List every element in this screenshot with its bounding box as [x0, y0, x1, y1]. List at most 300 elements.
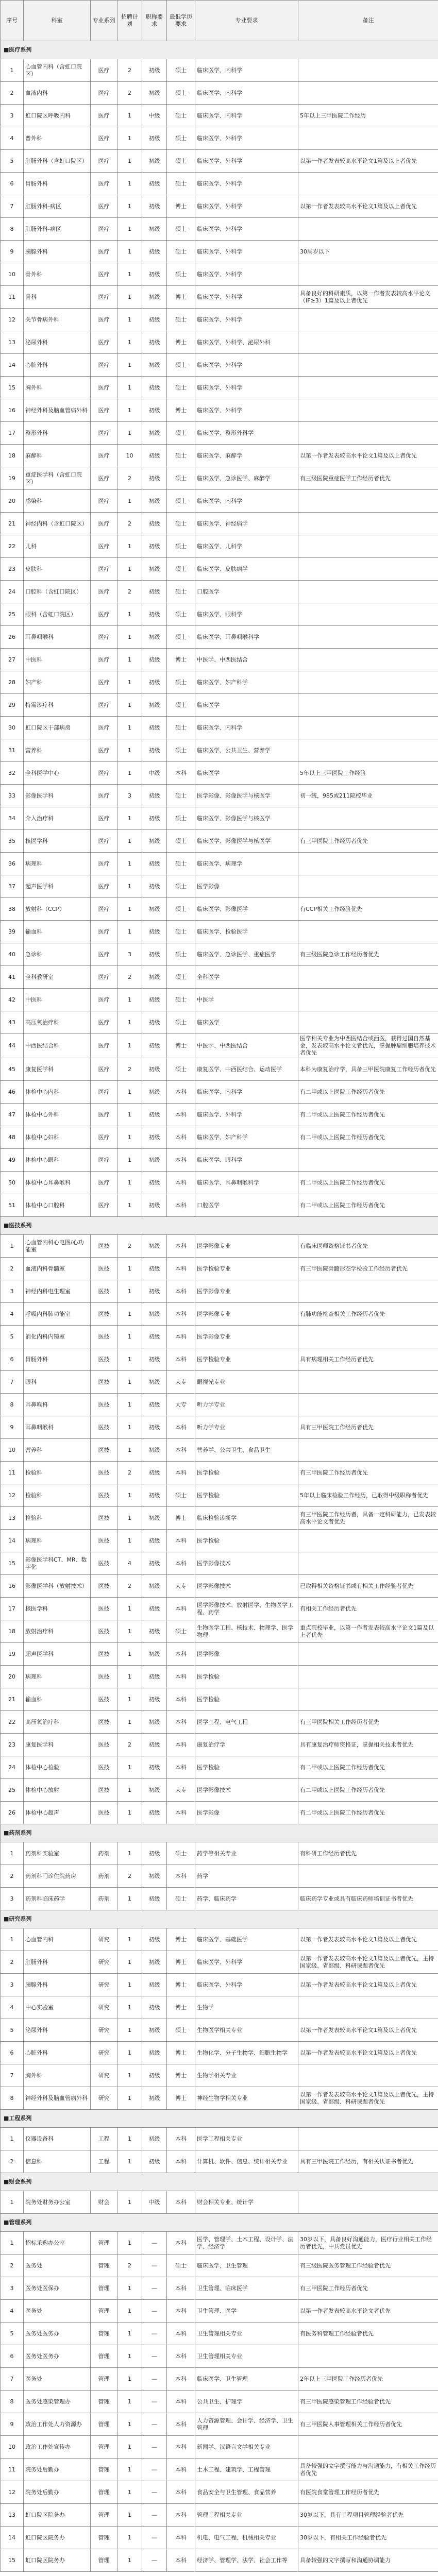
cell-edu: 本科 [167, 1530, 195, 1552]
cell-dept: 医务处 [24, 2368, 91, 2391]
cell-plan: 1 [117, 218, 142, 241]
cell-dept: 急诊科 [24, 943, 91, 966]
cell-edu: 本科 [167, 1280, 195, 1303]
cell-plan: 1 [117, 2087, 142, 2110]
cell-edu: 本科 [167, 1303, 195, 1326]
cell-edu: 硕士 [167, 717, 195, 739]
table-row [1, 286, 438, 309]
cell-series: 医疗 [91, 354, 117, 377]
cell-series: 医疗 [91, 1011, 117, 1034]
table-row [1, 1104, 438, 1126]
cell-edu: 本科 [167, 1643, 195, 1666]
cell-no: 51 [1, 1194, 24, 1217]
cell-major: 生物医学相关专业 [195, 2019, 298, 2042]
cell-plan: 1 [117, 1928, 142, 1951]
cell-note [298, 717, 438, 739]
cell-note [298, 535, 438, 558]
cell-title: 初级 [142, 581, 167, 603]
cell-no: 9 [1, 1416, 24, 1439]
table-row [1, 943, 438, 966]
table-row [1, 309, 438, 331]
cell-no: 3 [1, 1888, 24, 1910]
cell-note: 有医务科管理工作经验者优先 [298, 2323, 438, 2345]
cell-series: 管理 [91, 2345, 117, 2368]
cell-plan: 1 [117, 875, 142, 898]
cell-major: 神经生物学相关专业 [195, 2087, 298, 2110]
cell-title: — [142, 2368, 167, 2391]
cell-no: 3 [1, 105, 24, 127]
cell-title: 初级 [142, 1326, 167, 1348]
table-row [1, 1756, 438, 1779]
cell-title: 初级 [142, 1779, 167, 1802]
table-row [1, 1034, 438, 1058]
cell-edu: 硕士 [167, 127, 195, 150]
table-row [1, 1081, 438, 1104]
cell-series: 管理 [91, 2459, 117, 2481]
cell-series: 工程 [91, 2150, 117, 2173]
cell-no: 32 [1, 762, 24, 785]
cell-plan: 4 [117, 1552, 142, 1575]
cell-major: 临床医学、公共卫生、营养学 [195, 739, 298, 762]
cell-edu: 本科 [167, 1258, 195, 1280]
cell-plan: 1 [117, 1756, 142, 1779]
cell-plan: 1 [117, 1126, 142, 1149]
cell-series: 医疗 [91, 694, 117, 717]
cell-dept: 放射治疗科 [24, 1620, 91, 1643]
cell-title: 初级 [142, 535, 167, 558]
cell-series: 医疗 [91, 127, 117, 150]
cell-edu: 本科 [167, 1104, 195, 1126]
cell-no: 28 [1, 671, 24, 694]
cell-dept: 检验科 [24, 1484, 91, 1507]
cell-title: 初级 [142, 1620, 167, 1643]
cell-edu: 硕士 [167, 875, 195, 898]
table-row [1, 898, 438, 921]
cell-series: 研究 [91, 2019, 117, 2042]
header-major: 专业要求 [195, 1, 298, 41]
cell-edu: 博士 [167, 2064, 195, 2087]
cell-no: 50 [1, 1172, 24, 1194]
cell-plan: 1 [117, 1620, 142, 1643]
cell-edu: 博士 [167, 2087, 195, 2110]
cell-no: 20 [1, 1666, 24, 1688]
cell-edu: 硕士 [167, 671, 195, 694]
cell-plan: 1 [117, 1666, 142, 1688]
cell-no: 7 [1, 1371, 24, 1394]
cell-note: 以第一作者发表较高水平论文1篇及以上者优先 [298, 150, 438, 173]
cell-dept: 超声医学科 [24, 1643, 91, 1666]
cell-no: 15 [1, 1552, 24, 1575]
cell-no: 11 [1, 286, 24, 309]
cell-series: 医疗 [91, 807, 117, 830]
cell-dept: 体检中心妇科 [24, 1126, 91, 1149]
cell-plan: 1 [117, 2042, 142, 2064]
cell-major: 临床医学、外科学 [195, 218, 298, 241]
cell-no: 39 [1, 921, 24, 943]
cell-title: 中级 [142, 762, 167, 785]
cell-no: 5 [1, 2019, 24, 2042]
cell-series: 医疗 [91, 558, 117, 581]
table-row [1, 2549, 438, 2572]
cell-plan: 2 [117, 1865, 142, 1888]
cell-dept: 心脏外科 [24, 2042, 91, 2064]
cell-note [298, 671, 438, 694]
cell-note [298, 2345, 438, 2368]
cell-series: 医疗 [91, 739, 117, 762]
cell-major: 医学影像技术 [195, 1552, 298, 1575]
cell-note: 已取得相关资格证书或有相关工作经验者优先 [298, 1575, 438, 1598]
cell-no: 2 [1, 2150, 24, 2173]
cell-title: 初级 [142, 1462, 167, 1484]
cell-dept: 皮肤科 [24, 558, 91, 581]
cell-dept: 肛肠外科（含虹口院区） [24, 150, 91, 173]
cell-plan: 1 [117, 150, 142, 173]
cell-series: 财会 [91, 2191, 117, 2214]
cell-series: 管理 [91, 2300, 117, 2323]
cell-note [298, 1865, 438, 1888]
cell-major: 医学影像、影像医学与核医学 [195, 785, 298, 807]
cell-major: 口腔医学 [195, 581, 298, 603]
table-row [1, 1507, 438, 1530]
cell-edu: 本科 [167, 2232, 195, 2255]
cell-major: 卫生管理、临床医学 [195, 2277, 298, 2300]
cell-plan: 1 [117, 1416, 142, 1439]
cell-major: 临床医学、影像医学 [195, 898, 298, 921]
cell-series: 医技 [91, 1688, 117, 1711]
cell-no: 36 [1, 853, 24, 875]
cell-note [298, 1552, 438, 1575]
cell-plan: 3 [117, 785, 142, 807]
cell-major: 临床医学、内科学 [195, 82, 298, 105]
cell-no: 4 [1, 1303, 24, 1326]
cell-edu: 硕士 [167, 173, 195, 195]
cell-no: 31 [1, 739, 24, 762]
cell-title: 初级 [142, 626, 167, 649]
cell-note: 重点院校毕业，以第一作者发表较高水平论文1篇及以上者优先 [298, 1620, 438, 1643]
cell-title: 初级 [142, 377, 167, 399]
cell-dept: 胸外科 [24, 377, 91, 399]
cell-dept: 心脏外科 [24, 354, 91, 377]
cell-note [298, 263, 438, 286]
cell-no: 17 [1, 1598, 24, 1620]
cell-no: 4 [1, 2300, 24, 2323]
cell-series: 医技 [91, 1303, 117, 1326]
cell-title: 初级 [142, 830, 167, 853]
table-body [1, 41, 438, 2572]
cell-note: 具有三甲医院工作经历者优先 [298, 1416, 438, 1439]
cell-edu: 硕士 [167, 218, 195, 241]
cell-series: 医技 [91, 1530, 117, 1552]
cell-title: 初级 [142, 1034, 167, 1058]
cell-series: 医技 [91, 1711, 117, 1734]
cell-note [298, 513, 438, 535]
cell-dept: 普外科 [24, 127, 91, 150]
cell-major: 临床医学、外科学、泌尿外科 [195, 331, 298, 354]
table-row [1, 785, 438, 807]
cell-title: 初级 [142, 853, 167, 875]
cell-note: 具有病理相关工作经历者优先 [298, 1348, 438, 1371]
cell-title: — [142, 2413, 167, 2436]
cell-dept: 体检中心检验 [24, 1756, 91, 1779]
cell-dept: 康复医学科 [24, 1734, 91, 1756]
cell-edu: 硕士 [167, 2019, 195, 2042]
header-plan: 招聘计划 [117, 1, 142, 41]
cell-dept: 神经外科及脑血管病外科 [24, 399, 91, 422]
table-row [1, 2368, 438, 2391]
cell-dept: 介入治疗科 [24, 807, 91, 830]
cell-title: 初级 [142, 1280, 167, 1303]
cell-series: 医疗 [91, 898, 117, 921]
cell-series: 医疗 [91, 603, 117, 626]
cell-note: 以第一作者发表较高水平论文1篇及以上者优先 [298, 1928, 438, 1951]
cell-note [298, 82, 438, 105]
cell-edu: 硕士 [167, 943, 195, 966]
cell-note: 2年以上三甲医院工作经历者优先 [298, 2368, 438, 2391]
cell-series: 药剂 [91, 1888, 117, 1910]
cell-series: 医疗 [91, 467, 117, 490]
cell-series: 医疗 [91, 1126, 117, 1149]
cell-edu: 本科 [167, 762, 195, 785]
cell-series: 医技 [91, 1598, 117, 1620]
cell-note [298, 331, 438, 354]
cell-no: 6 [1, 2345, 24, 2368]
cell-major: 临床医学、卫生管理 [195, 2255, 298, 2277]
cell-edu: 硕士 [167, 59, 195, 82]
table-row [1, 1779, 438, 1802]
cell-edu: 本科 [167, 1666, 195, 1688]
table-row [1, 2064, 438, 2087]
cell-title: 初级 [142, 1416, 167, 1439]
cell-series: 医疗 [91, 59, 117, 82]
cell-series: 医技 [91, 1348, 117, 1371]
cell-no: 7 [1, 195, 24, 218]
cell-series: 医疗 [91, 422, 117, 445]
cell-dept: 儿科 [24, 535, 91, 558]
header-title: 职称要求 [142, 1, 167, 41]
cell-dept: 神经外科及脑血管病外科 [24, 2087, 91, 2110]
cell-no: 14 [1, 1530, 24, 1552]
table-row [1, 1126, 438, 1149]
cell-series: 医疗 [91, 286, 117, 309]
cell-plan: 2 [117, 1235, 142, 1258]
cell-series: 医技 [91, 1394, 117, 1416]
table-header [1, 1, 438, 41]
cell-dept: 输血科 [24, 921, 91, 943]
cell-title: 初级 [142, 331, 167, 354]
cell-plan: 1 [117, 717, 142, 739]
cell-title: 初级 [142, 785, 167, 807]
cell-title: — [142, 2436, 167, 2459]
table-row [1, 694, 438, 717]
cell-title: 初级 [142, 2087, 167, 2110]
cell-series: 医疗 [91, 853, 117, 875]
cell-series: 医疗 [91, 195, 117, 218]
table-row [1, 445, 438, 467]
cell-note [298, 2128, 438, 2150]
table-row [1, 649, 438, 671]
cell-title: — [142, 2255, 167, 2277]
header-dept: 科室 [24, 1, 91, 41]
cell-edu: 本科 [167, 1802, 195, 1824]
cell-note: 有二甲或以上医院工作经历者优先 [298, 1081, 438, 1104]
table-row [1, 241, 438, 263]
table-row [1, 2042, 438, 2064]
table-row [1, 1734, 438, 1756]
cell-no: 21 [1, 1688, 24, 1711]
cell-major: 临床医学、外科学 [195, 173, 298, 195]
cell-plan: 1 [117, 309, 142, 331]
cell-plan: 1 [117, 1711, 142, 1734]
cell-major: 医学影像专业 [195, 1326, 298, 1348]
cell-plan: 1 [117, 1303, 142, 1326]
cell-title: 初级 [142, 1666, 167, 1688]
cell-title: 初级 [142, 1394, 167, 1416]
cell-series: 医疗 [91, 830, 117, 853]
cell-title: 初级 [142, 490, 167, 513]
cell-no: 2 [1, 82, 24, 105]
cell-edu: 本科 [167, 1081, 195, 1104]
cell-major: 卫生管理相关专业 [195, 2345, 298, 2368]
cell-series: 医疗 [91, 218, 117, 241]
cell-major: 食品安全与卫生管理、食品营养 [195, 2481, 298, 2504]
cell-note [298, 173, 438, 195]
cell-note: 以第一作者发表较高水平论文1篇及以上者优先，主持国家级、省部级、科研课题者优先 [298, 2087, 438, 2110]
cell-note: 有临床医师资格证书者优先 [298, 1235, 438, 1258]
cell-series: 医技 [91, 1484, 117, 1507]
cell-series: 药剂 [91, 1865, 117, 1888]
cell-edu: 本科 [167, 2391, 195, 2413]
cell-note: 具备较强的文字撰写和沟通协调能力 [298, 2549, 438, 2572]
cell-edu: 本科 [167, 1865, 195, 1888]
cell-series: 管理 [91, 2391, 117, 2413]
cell-title: 初级 [142, 739, 167, 762]
cell-title: 初级 [142, 1371, 167, 1394]
cell-edu: 本科 [167, 1172, 195, 1194]
cell-plan: 1 [117, 490, 142, 513]
cell-dept: 耳鼻咽喉科 [24, 1416, 91, 1439]
table-row [1, 1011, 438, 1034]
cell-edu: 博士 [167, 399, 195, 422]
cell-major: 医学检验 [195, 1688, 298, 1711]
group-header-row [1, 2110, 438, 2128]
cell-major: 医学影像 [195, 875, 298, 898]
cell-major: 中医学、中西医结合 [195, 1034, 298, 1058]
cell-major: 医学影像专业 [195, 1303, 298, 1326]
cell-series: 医技 [91, 1779, 117, 1802]
cell-note: 以第一作者发表较高水平论文1篇及以上者优先 [298, 2042, 438, 2064]
cell-dept: 体检中心内科 [24, 1081, 91, 1104]
cell-major: 听力学专业 [195, 1394, 298, 1416]
cell-series: 管理 [91, 2232, 117, 2255]
cell-major: 医学工程相关专业 [195, 2128, 298, 2150]
cell-no: 22 [1, 535, 24, 558]
cell-dept: 影像医学科（放射技术） [24, 1575, 91, 1598]
cell-title: — [142, 2277, 167, 2300]
cell-major: 临床医学、病理学 [195, 853, 298, 875]
cell-edu: 硕士 [167, 82, 195, 105]
cell-major: 机电、电气工程、机械相关专业 [195, 2527, 298, 2549]
cell-note: 有三级医院急诊工作经历者优先 [298, 943, 438, 966]
cell-major: 医学、管理学、土木工程、设计学、法学、经济学 [195, 2232, 298, 2255]
cell-title: 初级 [142, 82, 167, 105]
cell-edu: 博士 [167, 331, 195, 354]
cell-no: 12 [1, 1484, 24, 1507]
cell-edu: 硕士 [167, 581, 195, 603]
cell-plan: 1 [117, 1280, 142, 1303]
cell-major: 公共卫生、护理学 [195, 2391, 298, 2413]
cell-dept: 体检中心眼科 [24, 1149, 91, 1172]
cell-edu: 硕士 [167, 513, 195, 535]
cell-dept: 营养科 [24, 739, 91, 762]
cell-major: 临床医学、外科学 [195, 354, 298, 377]
cell-no: 3 [1, 2277, 24, 2300]
cell-no: 47 [1, 1104, 24, 1126]
cell-major: 药学、临床药学 [195, 1888, 298, 1910]
cell-dept: 药剂科门诊住院药房 [24, 1865, 91, 1888]
cell-no: 1 [1, 1928, 24, 1951]
cell-major: 临床医学、整形外科学 [195, 422, 298, 445]
table-row [1, 59, 438, 82]
cell-dept: 胃肠外科 [24, 1348, 91, 1371]
cell-series: 医疗 [91, 263, 117, 286]
cell-edu: 大专 [167, 1371, 195, 1394]
cell-no: 48 [1, 1126, 24, 1149]
cell-plan: 1 [117, 2527, 142, 2549]
cell-dept: 信息科 [24, 2150, 91, 2173]
cell-note: 有二甲或以上医院工作经历者优先 [298, 1126, 438, 1149]
cell-series: 医疗 [91, 649, 117, 671]
table-row [1, 558, 438, 581]
cell-edu: 硕士 [167, 1484, 195, 1507]
cell-note [298, 1149, 438, 1172]
cell-no: 45 [1, 1058, 24, 1081]
cell-series: 医疗 [91, 943, 117, 966]
cell-note [298, 1530, 438, 1552]
cell-note [298, 422, 438, 445]
cell-series: 医疗 [91, 626, 117, 649]
table-row [1, 1643, 438, 1666]
cell-title: 初级 [142, 1842, 167, 1865]
cell-series: 医技 [91, 1326, 117, 1348]
table-row [1, 2277, 438, 2300]
cell-no: 15 [1, 2549, 24, 2572]
cell-title: 初级 [142, 1348, 167, 1371]
table-row [1, 1711, 438, 1734]
cell-title: 初级 [142, 989, 167, 1011]
group-title: ■管理系列 [1, 2214, 438, 2232]
cell-title: 初级 [142, 1552, 167, 1575]
cell-plan: 1 [117, 173, 142, 195]
cell-no: 8 [1, 2391, 24, 2413]
cell-edu: 本科 [167, 1552, 195, 1575]
cell-major: 医学检验 [195, 1666, 298, 1688]
cell-major: 临床医学、外科学 [195, 195, 298, 218]
cell-edu: 博士 [167, 1974, 195, 1996]
cell-no: 30 [1, 717, 24, 739]
cell-dept: 心血管内科（含虹口院区） [24, 59, 91, 82]
group-title: ■医疗系列 [1, 41, 438, 59]
table-row [1, 127, 438, 150]
cell-dept: 妇产科 [24, 671, 91, 694]
cell-no: 2 [1, 1865, 24, 1888]
cell-series: 医疗 [91, 671, 117, 694]
cell-plan: 1 [117, 807, 142, 830]
table-row [1, 422, 438, 445]
cell-major: 医学检验专业 [195, 1348, 298, 1371]
group-title: ■财会系列 [1, 2173, 438, 2191]
cell-note [298, 399, 438, 422]
cell-note [298, 377, 438, 399]
